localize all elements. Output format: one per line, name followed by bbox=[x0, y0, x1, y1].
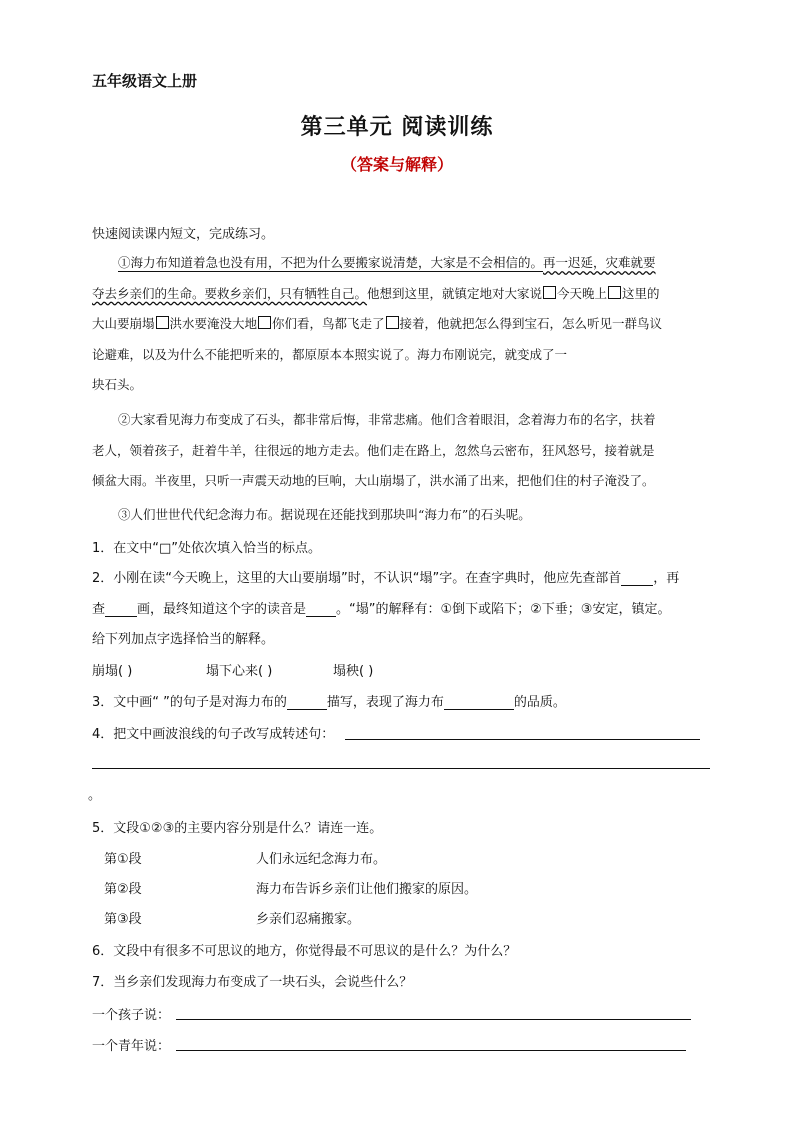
sentence-end-mark: 。 bbox=[88, 788, 102, 803]
passage-line: 倾盆大雨。半夜里，只听一声震天动地的巨响，大山崩塌了，洪水涌了出来，把他们住的村子淹没了。 bbox=[92, 473, 655, 488]
passage-paragraph-2 bbox=[92, 405, 722, 497]
answer-blank-radical[interactable] bbox=[621, 571, 653, 586]
paragraph-label-3[interactable]: 第③段 bbox=[104, 912, 142, 927]
option-taxiaxinlai[interactable]: 塌下心来( ) bbox=[206, 664, 273, 679]
answer-blank-strokes[interactable] bbox=[105, 602, 137, 617]
paragraph-label-2[interactable]: 第②段 bbox=[104, 882, 142, 897]
youth-says-label: 一个青年说： bbox=[92, 1039, 171, 1054]
blank-box bbox=[156, 316, 169, 329]
answer-line-youth[interactable] bbox=[176, 1050, 686, 1051]
passage-paragraph-3 bbox=[92, 500, 722, 531]
page-subtitle: （答案与解释） bbox=[340, 155, 453, 174]
question-2-line-1: 2．小刚在读“今天晚上，这里的大山要崩塌”时，不认识“塌”字。在查字典时，他应先查部首 ，再 bbox=[92, 571, 680, 586]
wavy-sentence-part: 再一迟延，灾难就要 bbox=[543, 255, 656, 270]
question-2-line-2: 查 画，最终知道这个字的读音是 。“塌”的解释有：①倒下或陷下；②下垂；③安定，镇定。 bbox=[92, 602, 671, 617]
answer-line-child[interactable] bbox=[176, 1019, 691, 1020]
passage-line: 论避难，以及为什么不能把听来的，都原原本本照实说了。海力布刚说完，就变成了一 bbox=[92, 346, 568, 362]
answer-blank-quality[interactable] bbox=[444, 695, 514, 710]
passage-line: 老人，领着孩子，赶着牛羊，往很远的地方走去。他们走在路上，忽然乌云密布，狂风怒号，接着就是 bbox=[92, 442, 655, 458]
answer-blank-description-type[interactable] bbox=[287, 695, 327, 710]
answer-blank-pronunciation[interactable] bbox=[306, 602, 336, 617]
passage-line: ③人们世世代代纪念海力布。据说现在还能找到那块叫“海力布”的石头呢。 bbox=[118, 507, 531, 522]
passage-text: 洪水要淹没大地 bbox=[169, 316, 258, 331]
content-option-3[interactable]: 乡亲们忍痛搬家。 bbox=[256, 912, 361, 927]
wavy-sentence-part: 夺去乡亲们的生命。要救乡亲们，只有牺牲自己。 bbox=[92, 285, 368, 301]
passage-paragraph-1 bbox=[92, 248, 722, 401]
question-2-line-3: 给下列加点字选择恰当的解释。 bbox=[92, 632, 275, 647]
blank-box bbox=[608, 286, 621, 299]
page-title: 第三单元 阅读训练 bbox=[300, 115, 494, 140]
passage-text: 这里的 bbox=[622, 285, 660, 301]
question-1: 1．在文中“□”处依次填入恰当的标点。 bbox=[92, 541, 322, 556]
passage-text: 接着，他就把怎么得到宝石，怎么听见一群鸟议 bbox=[399, 316, 663, 331]
grade-label: 五年级语文上册 bbox=[92, 72, 198, 90]
paragraph-label-1[interactable]: 第①段 bbox=[104, 852, 142, 867]
underlined-sentence: ①海力布知道着急也没有用，不把为什么要搬家说清楚，大家是不会相信的。 bbox=[118, 255, 544, 270]
passage-text: 他想到这里，就镇定地对大家说 bbox=[367, 285, 543, 301]
option-bengta[interactable]: 崩塌( ) bbox=[92, 664, 133, 679]
question-5: 5．文段①②③的主要内容分别是什么？请连一连。 bbox=[92, 821, 383, 836]
child-says-label: 一个孩子说： bbox=[92, 1008, 171, 1023]
passage-text: 大山要崩塌 bbox=[92, 316, 155, 331]
answer-line-q4-b[interactable] bbox=[92, 768, 710, 769]
instruction-text: 快速阅读课内短文，完成练习。 bbox=[92, 227, 275, 242]
content-option-2[interactable]: 海力布告诉乡亲们让他们搬家的原因。 bbox=[256, 882, 478, 897]
question-6: 6．文段中有很多不可思议的地方，你觉得最不可思议的是什么？为什么？ bbox=[92, 944, 517, 959]
passage-text: 你们看，鸟都飞走了 bbox=[272, 316, 385, 331]
question-7: 7．当乡亲们发现海力布变成了一块石头，会说些什么？ bbox=[92, 975, 413, 990]
question-3: 3．文中画“ ”的句子是对海力布的 描写，表现了海力布 的品质。 bbox=[92, 695, 566, 710]
question-4: 4．把文中画波浪线的句子改写成转述句： bbox=[92, 727, 335, 742]
passage-line: 块石头。 bbox=[92, 377, 143, 392]
passage-line: ②大家看见海力布变成了石头，都非常后悔，非常悲痛。他们含着眼泪，念着海力布的名字，扶着 bbox=[118, 412, 656, 427]
content-option-1[interactable]: 人们永远纪念海力布。 bbox=[256, 852, 387, 867]
option-tayang[interactable]: 塌秧( ) bbox=[333, 664, 374, 679]
answer-line-q4-a[interactable] bbox=[345, 739, 700, 740]
blank-box bbox=[258, 316, 271, 329]
blank-box bbox=[543, 286, 556, 299]
blank-box bbox=[386, 316, 399, 329]
passage-text: 今天晚上 bbox=[557, 285, 608, 301]
